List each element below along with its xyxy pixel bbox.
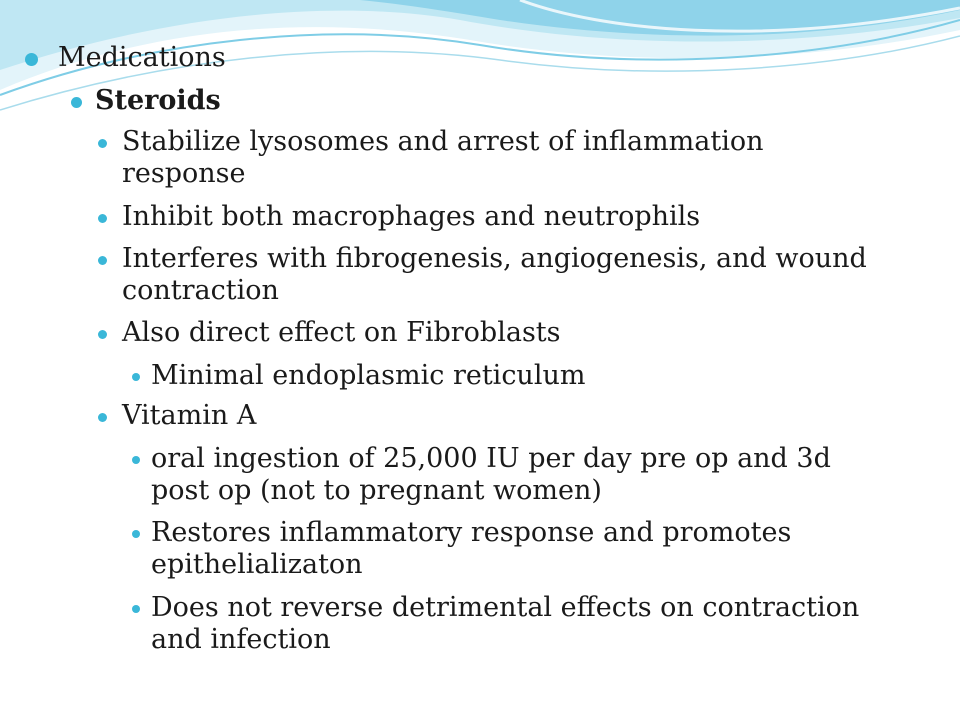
bullet-text: Steroids [95,85,221,116]
bullet-text-line: post op (not to pregnant women) [151,475,602,506]
bullet-dot-icon [132,605,140,613]
bullet-oral-ingestion [151,443,831,507]
bullet-inhibit-macrophages [122,201,700,233]
bullet-interferes-fibrogenesis [122,243,867,307]
bullet-text-line: Does not reverse detrimental effects on contraction [151,592,860,623]
bullet-stabilize-lysosomes [122,126,763,190]
bullet-dot-icon [132,456,140,464]
bullet-text-line: epithelializaton [151,549,363,580]
bullet-text-line: Interferes with fibrogenesis, angiogenesis, and wound [122,243,867,274]
bullet-text-line: Vitamin A [122,400,257,431]
bullet-restores-inflammatory [151,517,791,581]
bullet-steroids [95,85,221,117]
bullet-vitamin-a [122,400,256,432]
bullet-dot-icon [71,97,82,108]
bullet-text-line: contraction [122,275,279,306]
bullet-minimal-er [151,360,585,392]
bullet-dot-icon [98,256,107,265]
bullet-text-line: response [122,158,246,189]
bullet-text-line: Restores inflammatory response and promotes [151,517,792,548]
bullet-direct-effect-fibroblasts [122,317,561,349]
bullet-dot-icon [98,330,107,339]
bullet-dot-icon [132,530,140,538]
bullet-dot-icon [98,139,107,148]
bullet-text-line: Inhibit both macrophages and neutrophils [122,201,701,232]
bullet-dot-icon [132,373,140,381]
bullet-dot-icon [25,53,38,66]
bullet-text-line: Minimal endoplasmic reticulum [151,360,586,391]
bullet-dot-icon [98,413,107,422]
bullet-text-line: Also direct effect on Fibroblasts [122,317,561,348]
bullet-medications [58,42,226,74]
bullet-text-line: Stabilize lysosomes and arrest of inflammation [122,126,764,157]
bullet-does-not-reverse [151,592,859,656]
bullet-text-line: oral ingestion of 25,000 IU per day pre op and 3d [151,443,831,474]
bullet-text: Medications [58,42,226,73]
bullet-text-line: and infection [151,624,331,655]
bullet-dot-icon [98,214,107,223]
